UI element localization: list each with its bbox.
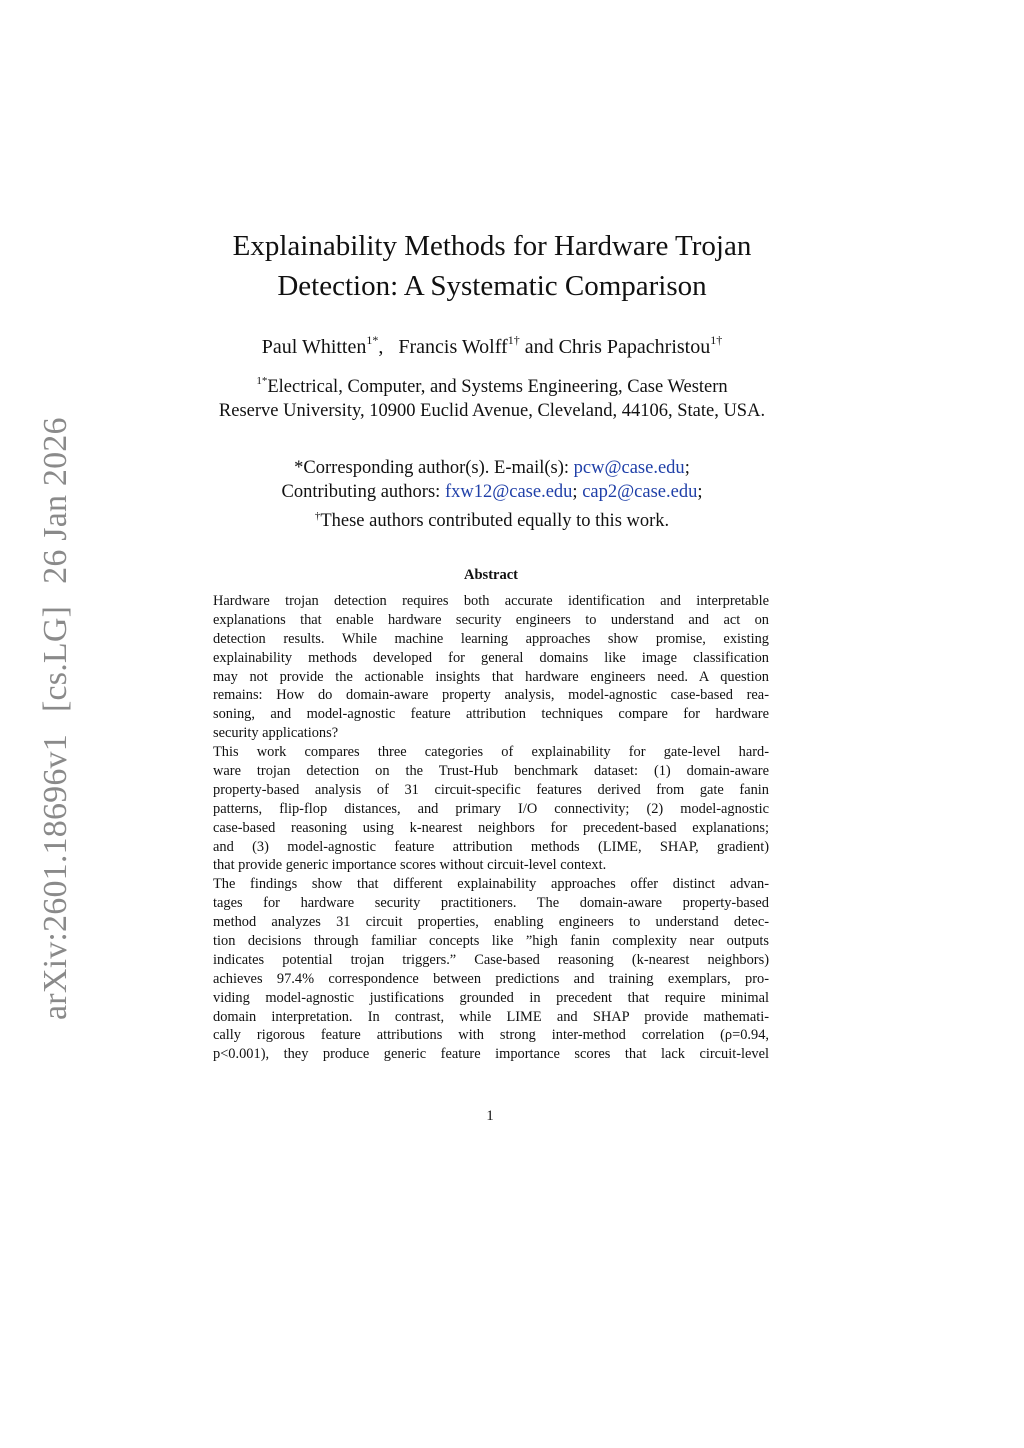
abstract-line: may not provide the actionable insights that hardware engineers need. A question [213, 668, 769, 685]
author-name: Paul Whitten [261, 336, 367, 358]
abstract-line: remains: How do domain-aware property analysis, model-agnostic case-based rea- [213, 687, 769, 704]
separator: ; [572, 482, 578, 502]
abstract-line: property-based analysis of 31 circuit-specific features derived from gate fanin [213, 781, 769, 798]
title-line-2: Detection: A Systematic Comparison [277, 270, 707, 302]
author-affiliation-mark: 1† [507, 333, 520, 347]
abstract-line: ware trojan detection on the Trust-Hub benchmark dataset: (1) domain-aware [213, 763, 769, 780]
arxiv-category: [cs.LG] [37, 605, 74, 713]
arxiv-identifier-stamp [37, 417, 75, 1020]
contributing-authors-label: Contributing authors: [281, 482, 441, 502]
abstract-line: case-based reasoning using k-nearest neighbors for precedent-based explanations; [213, 819, 769, 836]
contributing-email-link[interactable]: cap2@case.edu [582, 482, 698, 502]
title-line-1: Explainability Methods for Hardware Trojan [232, 230, 752, 262]
abstract-line: soning, and model-agnostic feature attribution techniques compare for hardware [213, 706, 769, 723]
author-name: Francis Wolff [398, 336, 508, 358]
equal-contribution-mark: † [314, 510, 321, 522]
affiliation-block [150, 369, 834, 423]
abstract-body [213, 592, 769, 1064]
author-connector: and [524, 336, 554, 358]
contact-block [150, 456, 834, 533]
abstract-line: explanations that enable hardware security engineers to understand and act on [213, 611, 769, 628]
abstract-line: detection results. While machine learning approaches show promise, existing [213, 630, 769, 647]
abstract-line: viding model-agnostic justifications grounded in precedent that require minimal [213, 989, 769, 1006]
abstract-heading: Abstract [464, 567, 518, 583]
abstract-line: achieves 97.4% correspondence between predictions and training exemplars, pro- [213, 970, 769, 987]
abstract-line: that provide generic importance scores without circuit-level context. [213, 857, 607, 874]
author-list: Paul Whitten$^{1*}$, Francis Wolff$^{1\dagger}$ and Chris Papachristou$^{1\dagger}$ [261, 333, 723, 358]
page-number: 1 [486, 1108, 494, 1124]
corresponding-email-link[interactable]: pcw@case.edu [573, 458, 685, 478]
abstract-line: and (3) model-agnostic feature attribution methods (LIME, SHAP, gradient) [213, 838, 769, 855]
abstract-line: tion decisions through familiar concepts like ”high fanin complexity near outputs [213, 933, 769, 950]
abstract-line: Hardware trojan detection requires both accurate identification and interpretable [213, 593, 769, 609]
separator: ; [697, 482, 703, 502]
abstract-line: method analyzes 31 circuit properties, enabling engineers to understand detec- [213, 914, 769, 931]
paper-title [200, 226, 784, 306]
abstract-line: cally rigorous feature attributions with strong inter-method correlation (ρ=0.94, [213, 1027, 769, 1044]
arxiv-date: 26 Jan 2026 [37, 417, 74, 584]
abstract-line: explainability methods developed for general domains like image classification [213, 649, 769, 666]
arxiv-id: arXiv:2601.18696v1 [37, 734, 74, 1020]
equal-contribution-note: These authors contributed equally to this work. [320, 511, 670, 531]
affiliation-line-2: Reserve University, 10900 Euclid Avenue, Cleveland, 44106, State, USA. [218, 401, 766, 421]
author-affiliation-mark: 1† [710, 333, 723, 347]
affiliation-line-1: Electrical, Computer, and Systems Engineering, Case Western [267, 377, 728, 397]
separator: ; [684, 458, 690, 478]
abstract-line: This work compares three categories of explainability for gate-level hard- [213, 744, 769, 761]
abstract-line: domain interpretation. In contrast, while LIME and SHAP provide mathemati- [213, 1008, 769, 1025]
affiliation-mark: 1* [256, 375, 268, 387]
author-affiliation-mark: 1* [366, 333, 379, 347]
abstract-line: indicates potential trojan triggers.” Case-based reasoning (k-nearest neighbors) [213, 951, 769, 968]
abstract-line: security applications? [213, 725, 339, 742]
abstract-line: p<0.001), they produce generic feature importance scores that lack circuit-level [213, 1046, 769, 1063]
abstract-line: The findings show that different explainability approaches offer distinct advan- [213, 876, 769, 893]
corresponding-author-label: *Corresponding author(s). E-mail(s): [294, 458, 570, 478]
abstract-line: patterns, flip-flop distances, and primary I/O connectivity; (2) model-agnostic [213, 800, 769, 817]
author-name: Chris Papachristou [558, 336, 711, 358]
contributing-email-link[interactable]: fxw12@case.edu [444, 482, 573, 502]
abstract-line: tages for hardware security practitioners. The domain-aware property-based [213, 895, 769, 912]
